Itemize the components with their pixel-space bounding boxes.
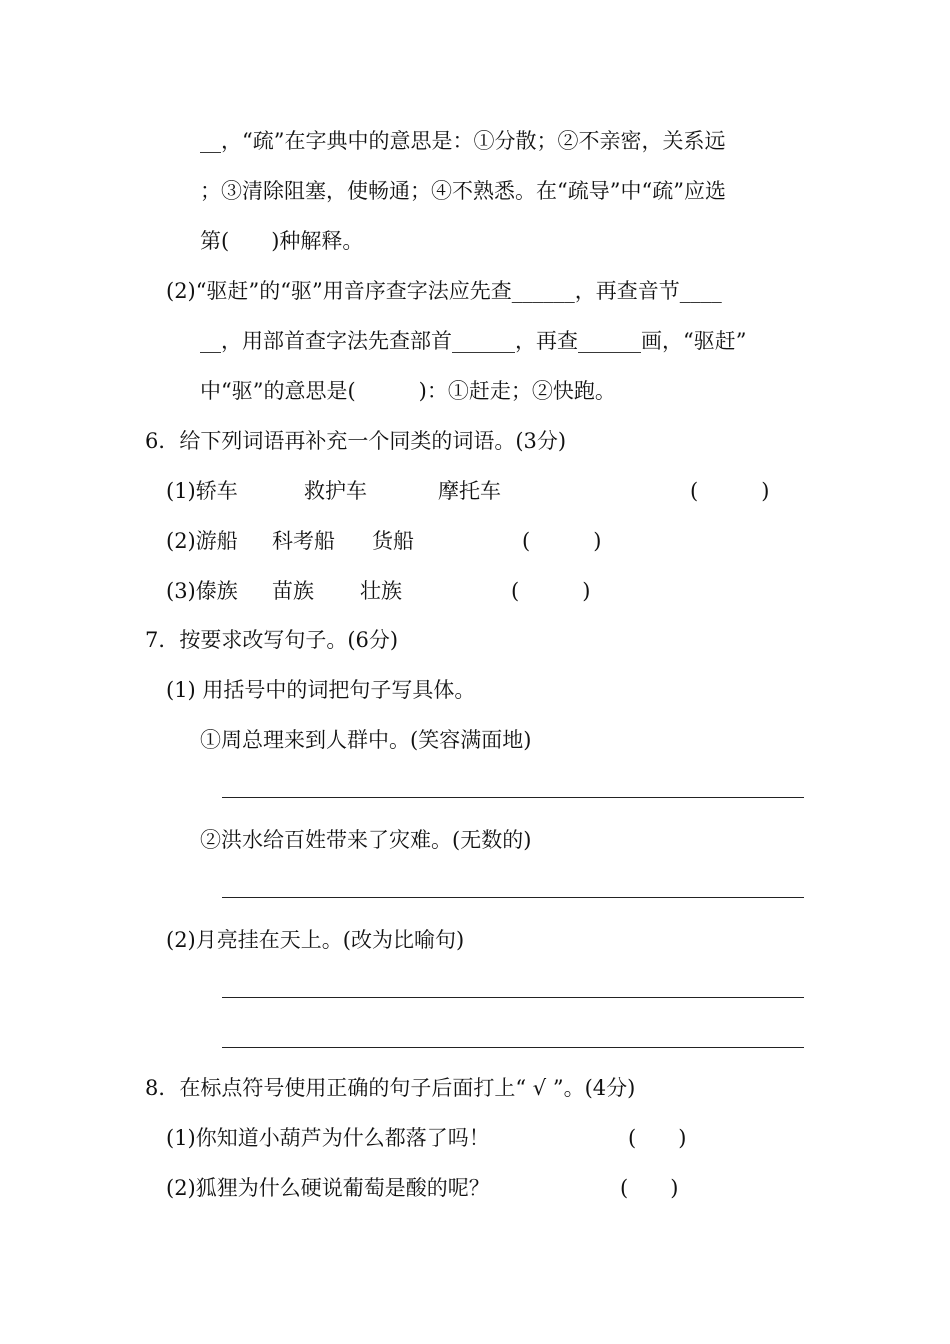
q6-row-1-word-3: 摩托车 [438,479,501,503]
answer-line[interactable] [222,997,804,998]
q6-row-3-answer-blank: ( ) [511,579,591,603]
q5-line-1: __，“疏”在字典中的意思是：①分散；②不亲密，关系远 [200,129,726,153]
q8-item-1-answer-blank: ( ) [628,1126,687,1150]
q7-title: 7．按要求改写句子。(6分) [145,628,399,652]
q5-line-3: 第( )种解释。 [200,229,364,253]
q6-row-2-word-2: 科考船 [272,529,335,553]
q8-item-1-text: (1)你知道小葫芦为什么都落了吗！ [166,1126,490,1150]
q5-line-2: ；③清除阻塞，使畅通；④不熟悉。在“疏导”中“疏”应选 [200,179,726,203]
q6-row-1-word-1: (1)轿车 [166,479,238,503]
q5-line-6: 中“驱”的意思是( )：①赶走；②快跑。 [200,379,616,403]
q6-row-3-word-3: 壮族 [360,579,402,603]
q5-line-4: (2)“驱赶”的“驱”用音序查字法应先查______，再查音节____ [166,279,722,303]
q7-sentence-2: ②洪水给百姓带来了灾难。(无数的) [200,828,532,852]
q6-row-2-answer-blank: ( ) [522,529,602,553]
q6-row-3-word-1: (3)傣族 [166,579,238,603]
q5-line-5: __，用部首查字法先查部首______，再查______画，“驱赶” [200,329,747,353]
q6-title: 6．给下列词语再补充一个同类的词语。(3分) [145,429,567,453]
q7-sub-2: (2)月亮挂在天上。(改为比喻句) [166,928,465,952]
q7-sub-1: (1) 用括号中的词把句子写具体。 [166,678,476,702]
answer-line[interactable] [222,897,804,898]
q6-row-2-word-3: 货船 [372,529,414,553]
q7-sentence-1: ①周总理来到人群中。(笑容满面地) [200,728,532,752]
q6-row-3-word-2: 苗族 [272,579,314,603]
answer-line[interactable] [222,1047,804,1048]
q8-item-2-text: (2)狐狸为什么硬说葡萄是酸的呢？ [166,1176,490,1200]
q6-row-2-word-1: (2)游船 [166,529,238,553]
q8-item-2-answer-blank: ( ) [620,1176,679,1200]
q6-row-1-word-2: 救护车 [304,479,367,503]
q8-title: 8．在标点符号使用正确的句子后面打上“ √ ”。(4分) [145,1076,636,1100]
answer-line[interactable] [222,797,804,798]
q6-row-1-answer-blank: ( ) [690,479,770,503]
